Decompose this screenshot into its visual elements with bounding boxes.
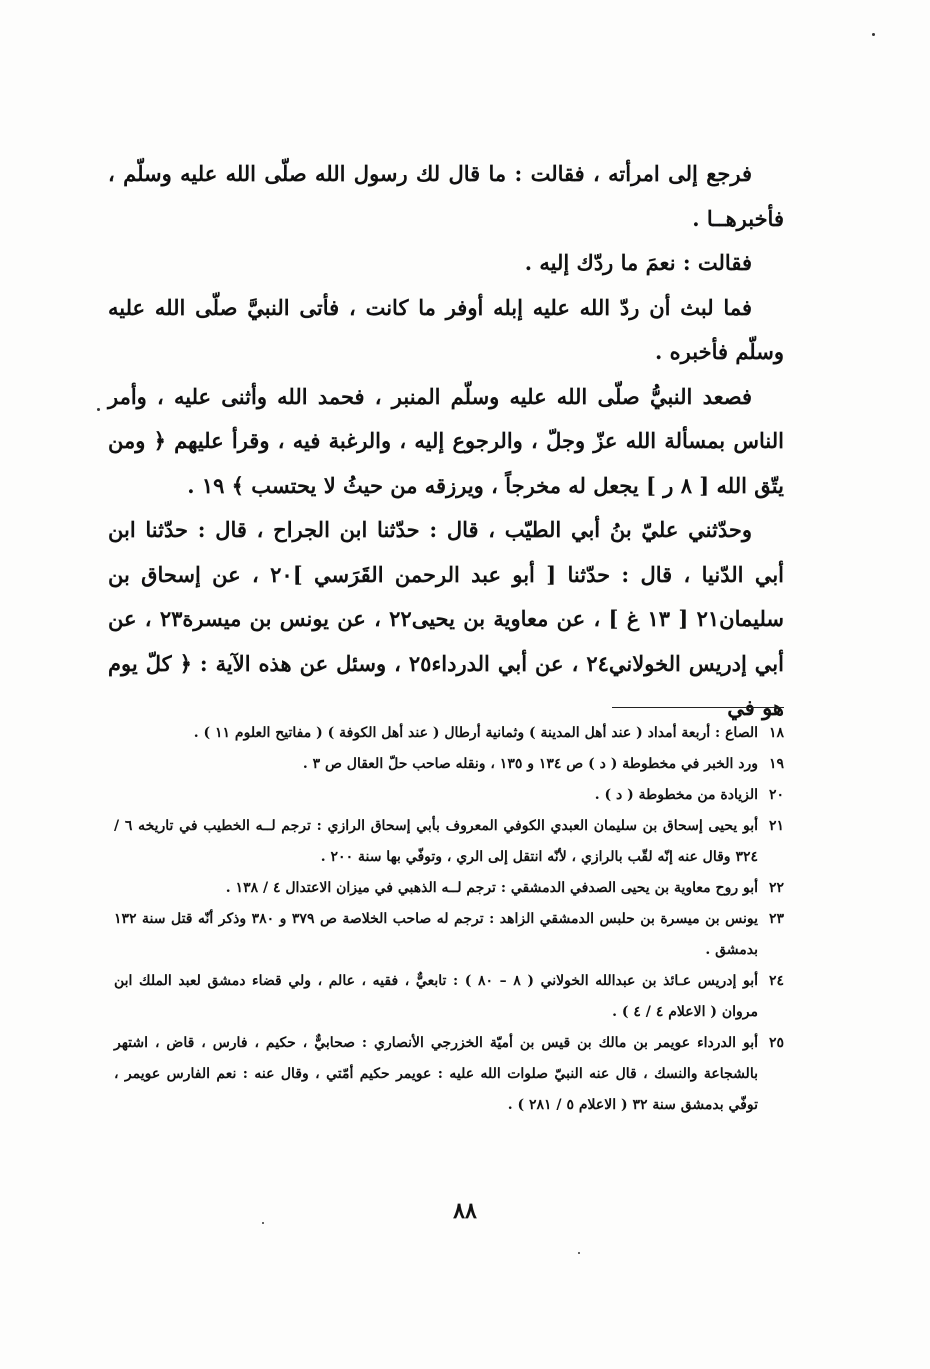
paragraph: فما لبث أن ردّ الله عليه إبله أوفر ما كانت ، فأتى النبيَّ صلّى الله عليه وسلّم فأخبره . [108, 294, 784, 364]
footnote [114, 780, 784, 811]
footnote-number: ٢٠ [768, 787, 784, 803]
footnote-number: ١٩ [768, 756, 784, 772]
footnote-text: ورد الخبر في مخطوطة ( د ) ص ١٣٤ و ١٣٥ ، ونقله صاحب حلّ العقال ص ٣ . [302, 756, 758, 772]
scan-speck [262, 1222, 264, 1224]
footnote-number: ٢٥ [768, 1035, 784, 1051]
footnote-text: الصاع : أربعة أمداد ( عند أهل المدينة ) وثمانية أرطال ( عند أهل الكوفة ) ( مفاتيح العلوم ١١ ) . [193, 725, 758, 741]
scan-speck [872, 33, 875, 36]
footnote [114, 811, 784, 873]
footnote [114, 749, 784, 780]
footnote-text: أبو روح معاوية بن يحيى الصدفي الدمشقي : ترجم لــه الذهبي في ميزان الاعتدال ٤ / ١٣٨ . [225, 880, 758, 896]
footnote-number: ٢٤ [768, 973, 784, 989]
footnote-text: الزيادة من مخطوطة ( د ) . [594, 787, 758, 803]
footnote-text: أبو إدريس عـائذ بن عبدالله الخولاني ( ٨ – ٨٠ ) : تابعيٌّ ، فقيه ، عالم ، ولي قضاء دمشق لعبد الملك ابن مروان ( الاعلام ٤ / ٤ ) . [114, 973, 758, 1020]
footnote-number: ٢٢ [768, 880, 784, 896]
paragraph: فرجع إلى امرأته ، فقالت : ما قال لك رسول الله صلّى الله عليه وسلّم ، فأخبرهــا . [108, 161, 784, 231]
scan-speck [578, 1252, 580, 1254]
footnote [114, 1028, 784, 1121]
paragraph: فقالت : نعمَ ما ردّك إليه . [524, 250, 752, 275]
footnote-text: أبو الدرداء عويمر بن مالك بن قيس بن أميّة الخزرجي الأنصاري : صحابيٌّ ، حكيم ، فارس ، قاض ، اشتهر بالشجاعة والنسك ، قال عنه النبيّ صلوات الله عليه : عويمر حكيم أمّتي ، وقال عنه : نعم الفارس عويمر ، توفّي بدمشق سنة ٣٢ ( الاعلام ٥ / ٢٨١ ) . [114, 1035, 758, 1113]
paragraph: وحدّثني عليّ بنُ أبي الطيّب ، قال : حدّثنا ابن الجراح ، قال : حدّثنا ابن أبي الدّنيا ، قال : حدّثنا [ أبو عبد الرحمن القَرَسي ]٢٠ ، عن إسحاق بن سليمان٢١ [ ١٣ غ ] ، عن معاوية بن يحيى٢٢ ، عن يونس بن ميسرة٢٣ ، عن أبي إدريس الخولاني٢٤ ، عن أبي الدرداء٢٥ ، وسئل عن هذه الآية : ﴿ كلّ يوم هو في [108, 517, 785, 720]
footnote-text: أبو يحيى إسحاق بن سليمان العبدي الكوفي المعروف بأبي إسحاق الرازي : ترجم لــه الخطيب في تاريخه ٦ / ٣٢٤ وقال عنه إنّه لقّب بالرازي ، لأنّه انتقل إلى الري ، وتوفّي بها سنة ٢٠٠ . [114, 818, 758, 865]
footnote [114, 718, 784, 749]
footnote-text: يونس بن ميسرة بن حلبس الدمشقي الزاهد : ترجم له صاحب الخلاصة ص ٣٧٩ و ٣٨٠ وذكر أنّه قتل سنة ١٣٢ بدمشق . [114, 911, 758, 958]
paragraph: فصعد النبيُّ صلّى الله عليه وسلّم المنبر ، فحمد الله وأثنى عليه ، وأمر الناس بمسألة الله عزّ وجلّ ، والرجوع إليه ، والرغبة فيه ، وقرأ عليهم ﴿ ومن يتّق الله [ ٨ ر ] يجعل له مخرجاً ، ويرزقه من حيثُ لا يحتسب ﴾ ١٩ . [108, 383, 784, 498]
footnote-divider [612, 707, 784, 708]
footnote-number: ٢١ [768, 818, 784, 834]
footnote-number: ٢٣ [768, 911, 784, 927]
footnotes [114, 718, 784, 1121]
page-number: ٨٨ [453, 1198, 477, 1224]
scan-speck [97, 408, 100, 411]
footnote [114, 966, 784, 1028]
footnote [114, 873, 784, 904]
footnote-number: ١٨ [768, 725, 784, 741]
footnote [114, 904, 784, 966]
main-text [108, 152, 784, 731]
